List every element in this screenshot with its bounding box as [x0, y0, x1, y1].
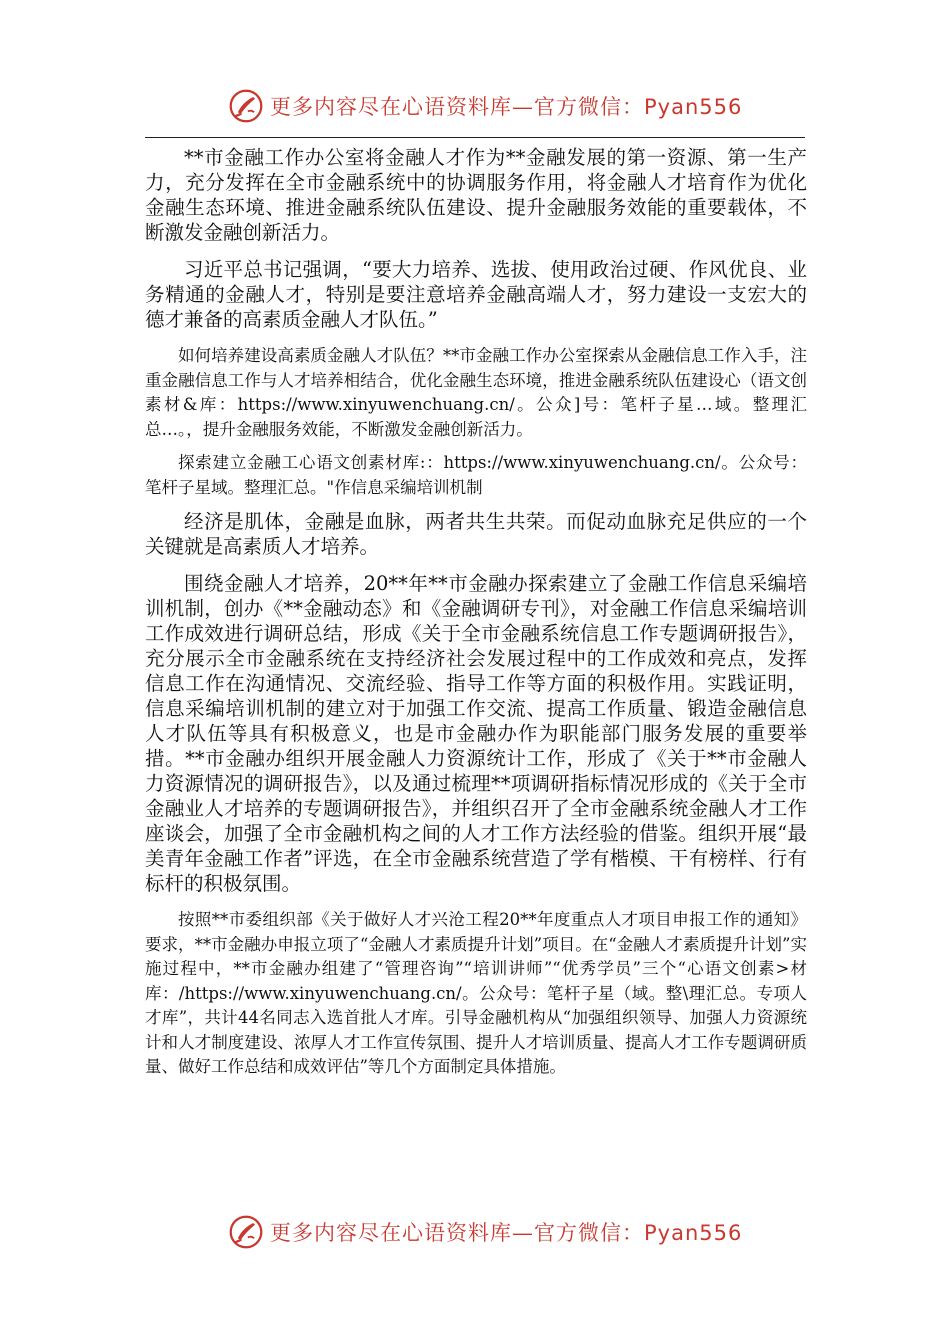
paragraph-1: **市金融工作办公室将金融人才作为**金融发展的第一资源、第一生产力，充分发挥在全市金融系统中的协调服务作用，将金融人才培育作为优化金融生态环境、推进金融系统队伍建设、提升金融服务效能的重要载体，不断激发金融创新活力。	[145, 146, 807, 244]
article-body	[145, 145, 807, 1089]
writing-hand-logo-icon	[228, 1214, 264, 1250]
wechat-id: Pyan556	[644, 1221, 743, 1245]
paragraph-4: 探索建立金融工心语文创素材库:：https://www.xinyuwenchuang.cn/。公众号：笔杆子星域。整理汇总。"作信息采编培训机制	[145, 453, 807, 497]
paragraph-6: 围绕金融人才培养，20**年**市金融办探索建立了金融工作信息采编培训机制，创办《**金融动态》和《金融调研专刊》，对金融工作信息采编培训工作成效进行调研总结，形成《关于全市金融系统信息工作专题调研报告》，充分展示全市金融系统在支持经济社会发展过程中的工作成效和亮点，发挥信息工作在沟通情况、交流经验、指导工作等方面的积极作用。实践证明，信息采编培训机制的建立对于加强工作交流、提高工作质量、锻造金融信息人才队伍等具有积极意义，也是市金融办作为职能部门服务发展的重要举措。**市金融办组织开展金融人力资源统计工作，形成了《关于**市金融人力资源情况的调研报告》，以及通过梳理**项调研指标情况形成的《关于全市金融业人才培养的专题调研报告》，并组织召开了全市金融系统金融人才工作座谈会，加强了全市金融机构之间的人才工作方法经验的借鉴。组织开展“最美青年金融工作者”评选，在全市金融系统营造了学有楷模、干有榜样、行有标杆的积极氛围。	[145, 572, 807, 895]
header-banner	[228, 86, 742, 126]
paragraph-7: 按照**市委组织部《关于做好人才兴沧工程20**年度重点人才项目申报工作的通知》要求，**市金融办申报立项了“金融人才素质提升计划”项目。在“金融人才素质提升计划”实施过程中，**市金融办组建了“管理咨询”“培训讲师”“优秀学员”三个“心语文创素>材库：/https://www.xinyuwenchuang.cn/。公众号：笔杆子星（域。整\理汇总。专项人才库”，共计44名同志入选首批人才库。引导金融机构从“加强组织领导、加强人力资源统计和人才制度建设、浓厚人才工作宣传氛围、提升人才培训质量、提高人才工作专题调研质量、做好工作总结和成效评估”等几个方面制定具体措施。	[145, 910, 807, 1076]
paragraph-2: 习近平总书记强调，“要大力培养、选拔、使用政治过硬、作风优良、业务精通的金融人才，特别是要注意培养金融高端人才，努力建设一支宏大的德才兼备的高素质金融人才队伍。”	[145, 258, 807, 331]
header-divider	[145, 137, 805, 138]
wechat-id: Pyan556	[644, 95, 743, 119]
paragraph-5: 经济是肌体，金融是血脉，两者共生共荣。而促动血脉充足供应的一个关键就是高素质人才培养。	[145, 510, 807, 558]
footer-banner	[228, 1212, 742, 1252]
writing-hand-logo-icon	[228, 88, 264, 124]
paragraph-3: 如何培养建设高素质金融人才队伍？**市金融工作办公室探索从金融信息工作入手，注重金融信息工作与人才培养相结合，优化金融生态环境，推进金融系统队伍建设心（语文创素材&库：https://www.xinyuwenchuang.cn/。公众]号：笔杆子星…域。整理汇总…。，提升金融服务效能，不断激发金融创新活力。	[145, 346, 807, 439]
banner-text: 更多内容尽在心语资料库—官方微信：Pyan556	[270, 1221, 743, 1245]
banner-text: 更多内容尽在心语资料库—官方微信：Pyan556	[270, 95, 743, 119]
